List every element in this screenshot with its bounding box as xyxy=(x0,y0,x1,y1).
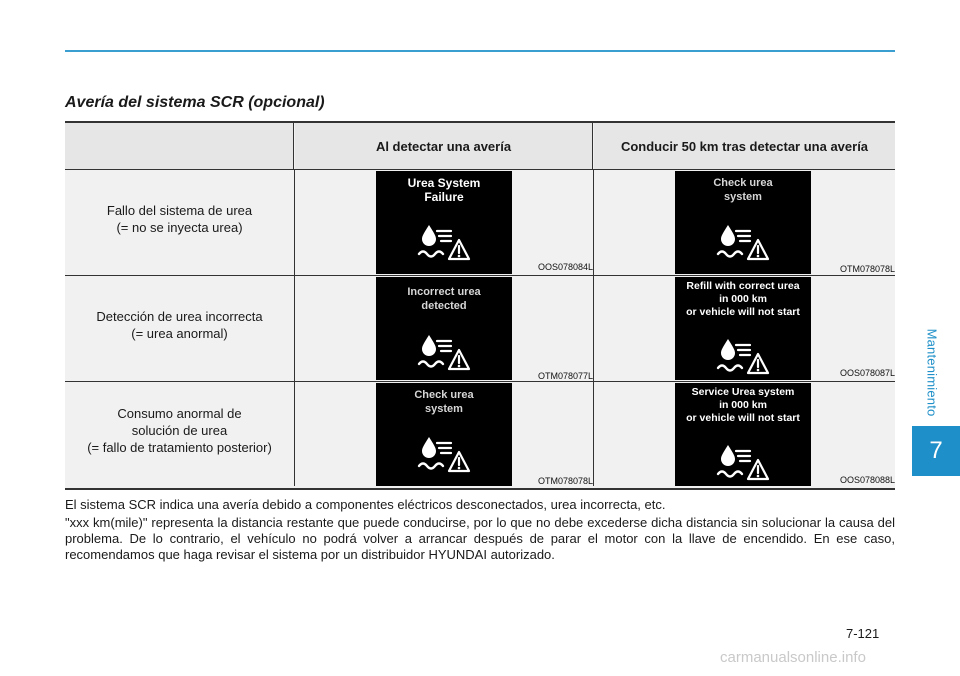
cluster-display-check-urea-drive: Check urea system xyxy=(675,171,811,274)
image-code: OOS078084L xyxy=(537,262,593,272)
top-rule xyxy=(65,50,895,52)
body-paragraph: El sistema SCR indica una avería debido a componentes eléctricos desconectados, urea incorrecta, etc. xyxy=(65,497,666,512)
cluster-display-urea-failure: Urea System Failure xyxy=(376,171,512,274)
body-paragraph: "xxx km(mile)" representa la distancia restante que puede conducirse, por lo que no debe excederse dicha distancia sin solucionar la causa del problema. De lo contrario, el vehículo no podrá volver a arrancar después de parar el motor con la llave de encendido. En ese caso, recomendamos que haga revisar el sistema por un distribuidor HYUNDAI autorizado. xyxy=(65,515,895,562)
urea-warning-icon xyxy=(417,435,471,475)
image-code: OOS078087L xyxy=(839,368,895,378)
watermark[interactable]: carmanualsonline.info xyxy=(720,649,866,666)
urea-warning-icon xyxy=(417,223,471,263)
cluster-display-check-urea: Check urea system xyxy=(376,383,512,486)
page-number: 7-121 xyxy=(846,626,880,641)
urea-warning-icon xyxy=(716,337,770,377)
row-label-urea-failure: Fallo del sistema de urea (= no se inyecta urea) xyxy=(106,202,253,235)
chapter-side-label: Mantenimiento xyxy=(924,328,940,416)
image-code: OTM078078L xyxy=(839,264,895,274)
urea-warning-icon xyxy=(716,443,770,483)
image-code: OOS078088L xyxy=(839,475,895,485)
cluster-display-service-urea: Service Urea system in 000 km or vehicle will not start xyxy=(675,383,811,486)
cluster-display-incorrect-urea: Incorrect urea detected xyxy=(376,277,512,380)
image-code: OTM078078L xyxy=(537,476,593,486)
cluster-display-refill-urea: Refill with correct urea in 000 km or vehicle will not start xyxy=(675,277,811,380)
row-label-abnormal-consumption: Consumo anormal de solución de urea (= fallo de tratamiento posterior) xyxy=(87,405,272,455)
header-after-50km: Conducir 50 km tras detectar una avería xyxy=(594,123,895,169)
urea-warning-icon xyxy=(716,223,770,263)
header-empty xyxy=(65,123,294,169)
image-code: OTM078077L xyxy=(537,371,593,381)
section-title: Avería del sistema SCR (opcional) xyxy=(65,94,325,111)
chapter-tab[interactable]: 7 xyxy=(912,426,960,476)
urea-warning-icon xyxy=(417,333,471,373)
col-divider xyxy=(593,169,594,486)
header-on-detect: Al detectar una avería xyxy=(295,123,593,169)
scr-fault-table xyxy=(65,121,895,490)
row-label-incorrect-urea: Detección de urea incorrecta (= urea anormal) xyxy=(96,308,263,341)
col-divider xyxy=(294,169,295,486)
